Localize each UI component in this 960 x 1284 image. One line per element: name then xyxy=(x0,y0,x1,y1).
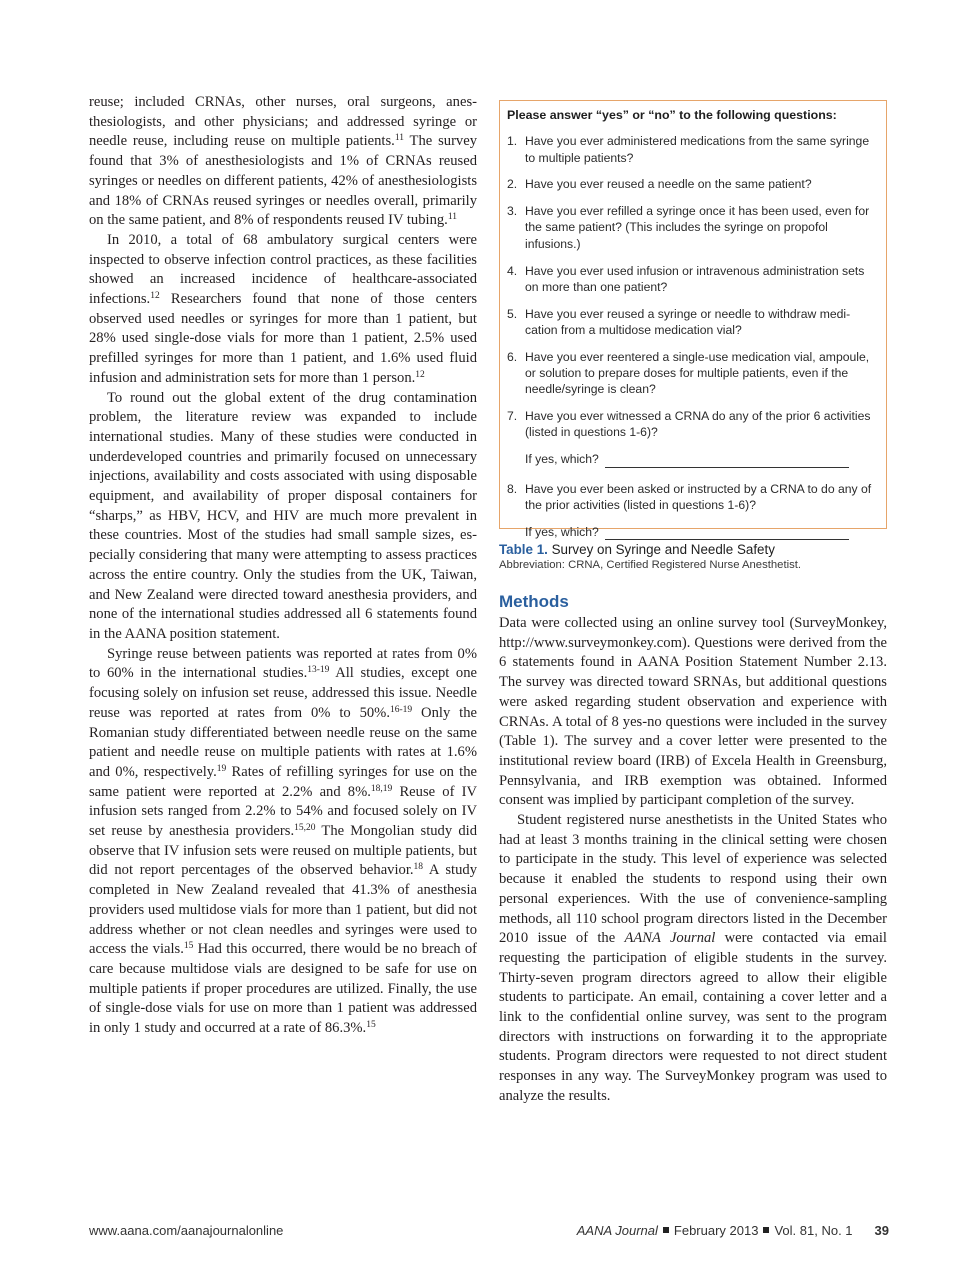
answer-blank-line xyxy=(605,528,849,540)
left-column xyxy=(89,93,477,1039)
square-bullet-icon xyxy=(763,1227,769,1233)
text-run: Researchers found that none of those centers observed used needles or syringes for more than 1 patient, but 28% used single-dose vials for more than 1 patient, 2.5% used prefilled syringes for more than 1 patient, and 1.6% used fluid infusion and administration sets for more than 1 person. xyxy=(89,291,477,386)
citation: 15 xyxy=(366,1020,376,1031)
question-text: Have you ever reused a syringe or needle to withdraw medication from a multidose medication vial? xyxy=(525,306,851,337)
question-number: 4. xyxy=(507,263,518,278)
question-number: 7. xyxy=(507,409,518,424)
if-yes-label: If yes, which? xyxy=(525,452,599,467)
footer-journal: AANA Journal xyxy=(576,1223,658,1238)
text-run: were contacted via email requesting the participation of eligible students in the survey. Thirty-seven program directors agreed to allow their eligible students to participate. An email, containing a cover letter and a link to the confidential online survey, was sent to the program directors with instructions on forwarding it to the appropriate students. Program directors were requested to not direct student responses in any way. The SurveyMonkey program was used to analyze the results. xyxy=(499,930,887,1104)
paragraph: Data were collected using an online survey tool (SurveyMonkey, http://www.surveymonkey.com). Questions were derived from the 6 statements found in AANA Position Statement Number 2.13. The survey was directed toward SRNAs, but additional questions were asked regarding student observation and experience with CRNAs. A total of 8 yes-no questions were included in the survey (Table 1). The survey and a cover letter were presented to the institutional review board (IRB) of Excela Health in Greensburg, Pennsylvania, and IRB exemption was obtained. Informed consent was implied by participant completion of the survey. xyxy=(499,615,887,809)
text-run: Syringe reuse between patients was reported at rates from 0% to 60% in the international studies. xyxy=(89,645,477,682)
text-run: Only the Romanian study differentiated between needle reuse on the same patient and needle reuse on multiple patients with rates at 1.6% and 0%, respectively. xyxy=(89,704,477,780)
survey-heading: Please answer “yes” or “no” to the following questions: xyxy=(507,108,837,122)
question-number: 5. xyxy=(507,306,518,321)
footer-url: www.aana.com/aanajournalonline xyxy=(89,1223,284,1238)
text-run: Student registered nurse anesthetists in the United States who had at least 3 months training in the clinical setting were chosen to participate in the study. This level of experience was selected because it enabled the students to respond using their own personal experiences. With the use of convenience-sampling methods, all 110 school program directors listed in the December 2010 issue of the xyxy=(499,812,887,947)
table-title-text: Survey on Syringe and Needle Safety xyxy=(547,542,775,557)
if-yes-line xyxy=(525,451,878,467)
footer-date: February 2013 xyxy=(673,1223,759,1238)
text-run: Had this occurred, there would be no breach of care because multidose vials are designed to be safe for use on multiple patients if proper procedures are utilized. Finally, the use of single-dose vials for use on more than 1 patient was addressed in only 1 study and occurred at a rate of 86.3%. xyxy=(89,941,477,1037)
footer-citation xyxy=(577,1223,889,1238)
survey-question xyxy=(507,306,878,339)
citation: 15 xyxy=(183,941,194,952)
paragraph xyxy=(499,811,887,1107)
if-yes-line xyxy=(525,524,878,540)
question-text: Have you ever refilled a syringe once it has been used, even for the same patient? (This includes the syringe on propofol infusions.) xyxy=(525,204,870,251)
survey-question xyxy=(507,263,878,296)
paragraph xyxy=(89,645,477,1039)
citation: 15,20 xyxy=(294,823,316,834)
survey-question xyxy=(507,203,878,252)
methods-body xyxy=(499,614,887,1107)
survey-question xyxy=(507,349,878,398)
question-text: Have you ever administered medications from the same syringe to multiple patients? xyxy=(525,134,870,165)
question-text: Have you ever reused a needle on the same patient? xyxy=(525,177,812,192)
text-run: Reuse of IV infusion sets ranged from 2.2% to 54% and focused solely on IV set reuse by anesthesia providers. xyxy=(89,783,477,840)
citation: 12 xyxy=(150,291,160,302)
page-footer xyxy=(89,1223,889,1241)
text-run: The Mongolian study did observe that IV infusion sets were reused on multiple patients, but did not report percentages of the observed behavior. xyxy=(89,823,477,879)
question-text: Have you ever witnessed a CRNA do any of the prior 6 activities (listed in questions 1-6)? xyxy=(525,409,871,440)
text-run: reuse; included CRNAs, other nurses, oral surgeons, anesthesiologists, and other physicians; and addressed syringe or needle reuse, including reuse on multiple patients. xyxy=(89,94,477,150)
citation: 16-19 xyxy=(389,704,413,715)
right-column xyxy=(499,100,887,1107)
survey-question xyxy=(507,408,878,441)
citation: 12 xyxy=(415,369,425,380)
text-run: Rates of refilling syringes for use on the same patient were reported at 2.2% and 8%. xyxy=(89,763,477,800)
citation: 19 xyxy=(216,763,227,774)
survey-question xyxy=(507,176,878,192)
survey-table-box xyxy=(499,100,887,539)
square-bullet-icon xyxy=(663,1227,669,1233)
if-yes-label: If yes, which? xyxy=(525,524,599,539)
citation: 11 xyxy=(394,133,404,144)
question-number: 8. xyxy=(507,481,518,496)
citation: 11 xyxy=(447,212,457,223)
citation: 18 xyxy=(413,862,424,873)
citation: 18,19 xyxy=(370,783,393,794)
answer-blank-line xyxy=(605,456,849,468)
paragraph xyxy=(89,231,477,389)
text-run: In 2010, a total of 68 ambulatory surgical centers were inspected to observe infection control practices, as these facilities showed an increased incidence of healthcare-associated infections. xyxy=(89,231,477,308)
survey-question xyxy=(507,133,878,166)
text-run: The survey found that 3% of anesthesiologists and 1% of CRNAs reused syringes or needles on different patients, 42% of anesthesiologists and 18% of CRNAs reused syringes or needles overall, primarily on the same patient, and 8% of respondents reused IV tubing. xyxy=(89,133,477,229)
paragraph xyxy=(89,93,477,231)
question-number: 3. xyxy=(507,204,518,219)
text-run: All studies, except one focusing solely on infusion set reuse, addressed this issue. Needle reuse was reported at rates from 0% to 50%. xyxy=(89,665,477,721)
paragraph: To round out the global extent of the drug contamination problem, the literature review was expanded to include international studies. Many of these studies were conducted in underdeveloped countries and primarily focused on unnecessary injections, availability and costs associated with using disposable equipment, and availability of proper disposal containers for “sharps,” as HBV, HCV, and HIV are much more prevalent in these countries. Most of the studies had small sample sizes, especially considering that many were attempting to assess practices across the entire country. Only the studies from the UK, Taiwan, and New Zealand were directed toward anesthesia providers, and none of the international studies addressed all 6 statements found in the AANA position statement. xyxy=(89,389,477,642)
table-abbreviation: Abbreviation: CRNA, Certified Registered Nurse Anesthetist. xyxy=(499,559,802,571)
question-number: 1. xyxy=(507,134,518,149)
footer-volume: Vol. 81, No. 1 xyxy=(774,1223,853,1238)
table-title xyxy=(499,542,887,557)
question-text: Have you ever been asked or instructed by a CRNA to do any of the prior activities (listed in questions 1-6)? xyxy=(525,481,872,512)
question-text: Have you ever reentered a single-use medication vial, ampoule, or solution to prepare doses for multiple patients, even if the needle/syringe is clean? xyxy=(525,349,870,397)
table-label: Table 1. xyxy=(499,542,548,557)
citation: 13-19 xyxy=(307,665,330,676)
question-number: 6. xyxy=(507,349,518,364)
page-number: 39 xyxy=(874,1223,889,1238)
methods-heading: Methods xyxy=(499,592,569,611)
question-text: Have you ever used infusion or intravenous administration sets on more than one patient? xyxy=(525,263,865,294)
question-number: 2. xyxy=(507,177,518,192)
journal-name: AANA Journal xyxy=(624,930,716,947)
table-caption xyxy=(499,542,887,571)
text-run: A study completed in New Zealand revealed that 41.3% of anesthesia providers used multidose vials for more than 1 patient, but did not address whether or not clean needles and syringes were used to access the vials. xyxy=(89,862,477,958)
survey-question xyxy=(507,481,878,514)
